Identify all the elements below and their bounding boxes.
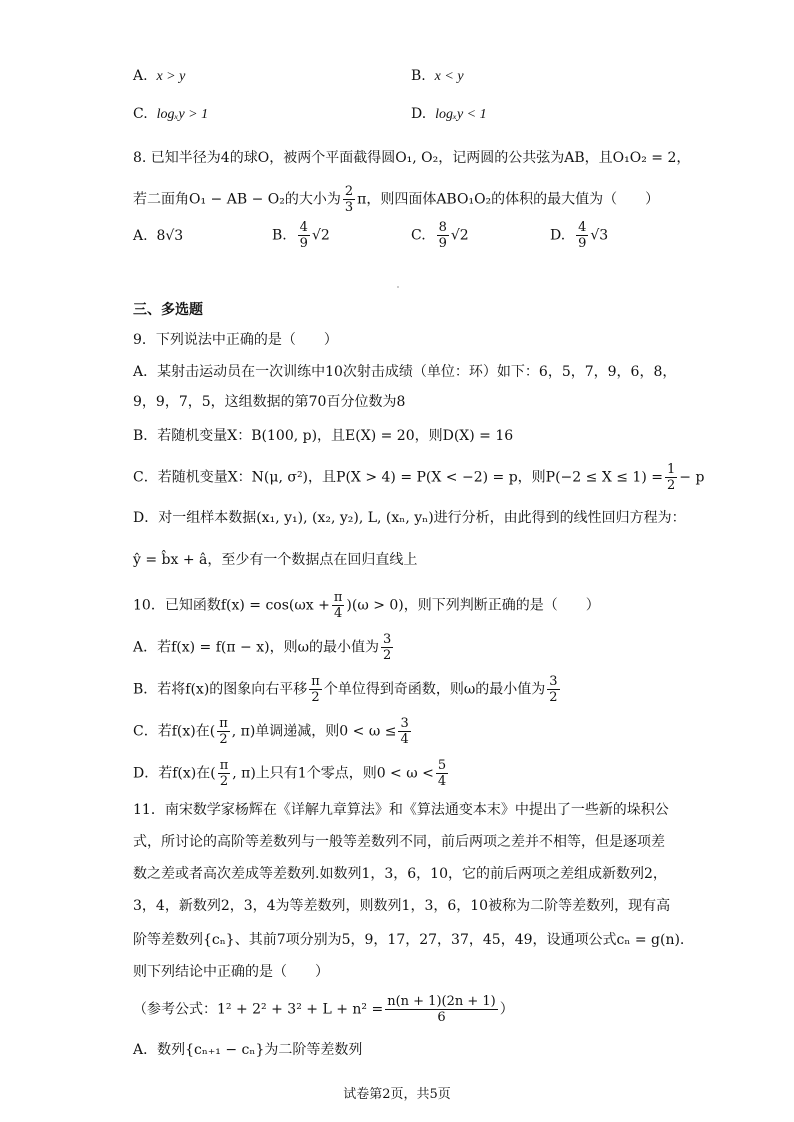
q8-stem-line1: 8. 已知半径为4的球O，被两个平面截得圆O₁, O₂，记两圆的公共弦为AB，且O₁O₂ = 2，: [133, 150, 691, 166]
q9-option-d-line1: D．对一组样本数据(x₁, y₁), (x₂, y₂), L, (xₙ, yₙ)进行分析，由此得到的线性回归方程为：: [133, 510, 686, 526]
q11-option-a: A．数列{cₙ₊₁ − cₙ}为二阶等差数列: [133, 1042, 363, 1058]
q7-option-d: D. logₓy < 1: [411, 106, 487, 122]
scan-dot: [397, 286, 399, 288]
q11-stem-line4: 3，4，新数列2，3，4为等差数列，则数列1，3，6，10被称为二阶等差数列，现有高: [133, 898, 671, 914]
q11-stem-line3: 数之差或者高次差成等差数列.如数列1，3，6，10，它的前后两项之差组成新数列2，: [133, 866, 667, 882]
q11-stem-line6: 则下列结论中正确的是（ ）: [133, 964, 329, 980]
q7-option-b: B. x < y: [411, 68, 464, 84]
q7-option-c: C. logₓy > 1: [133, 106, 209, 122]
q9-option-d-line2: ŷ = b̂x + â，至少有一个数据点在回归直线上: [133, 552, 418, 568]
q11-stem-line2: 式，所讨论的高阶等差数列与一般等差数列不同，前后两项之差并不相等，但是逐项差: [133, 834, 665, 850]
q7-option-a: A. x > y: [133, 68, 186, 84]
q9-option-a-line2: 9，9，7，5，这组数据的第70百分位数为8: [133, 394, 406, 410]
q11-reference-formula: （参考公式：1² + 2² + 3² + L + n² = $\frac{n(n + 1)(2n + 1)}{6}$ ）: [133, 994, 514, 1025]
q10-option-b: B．若将f(x)的图象向右平移 $\frac{\pi}{2}$ 个单位得到奇函数，则ω的最小值为 $\frac{3}{2}$: [133, 674, 558, 705]
q9-option-c: C．若随机变量X：N(μ, σ²)，且P(X > 4) = P(X < −2) = p，则P(−2 ≤ X ≤ 1) = $\frac{1}{2}$ − p: [133, 462, 705, 493]
q8-option-b: B. $\frac{4}{9}$ √2: [272, 220, 330, 251]
q11-stem-line1: 11．南宋数学家杨辉在《详解九章算法》和《算法通变本末》中提出了一些新的垛积公: [133, 802, 669, 818]
q10-stem: 10．已知函数f(x) = cos(ωx + $\frac{\pi}{4}$ )(ω > 0)，则下列判断正确的是（ ）: [133, 590, 600, 621]
page-footer: 试卷第2页，共5页: [343, 1087, 451, 1102]
q10-option-a: A．若f(x) = f(π − x)，则ω的最小值为 $\frac{3}{2}$: [133, 632, 392, 663]
q8-option-a: A. 8√3: [133, 228, 184, 244]
q8-stem-line2: 若二面角O₁ − AB − O₂的大小为 $\frac{2}{3}$ π，则四面体ABO₁O₂的体积的最大值为（ ）: [133, 184, 660, 215]
q10-option-c: C．若f(x)在( $\frac{\pi}{2}$ , π)单调递减，则0 < ω ≤ $\frac{3}{4}$: [133, 716, 409, 747]
q9-option-a-line1: A．某射击运动员在一次训练中10次射击成绩（单位：环）如下：6，5，7，9，6，8，: [133, 364, 677, 380]
section-heading: 三、多选题: [133, 302, 203, 318]
q11-stem-line5: 阶等差数列{cₙ}、其前7项分别为5，9，17，27，37，45，49，设通项公式cₙ = g(n).: [133, 932, 685, 948]
q8-angle-fraction: $\frac{2}{3}$: [344, 184, 354, 215]
q8-option-c: C. $\frac{8}{9}$ √2: [411, 220, 469, 251]
q10-option-d: D．若f(x)在( $\frac{\pi}{2}$ , π)上只有1个零点，则0 < ω < $\frac{5}{4}$: [133, 758, 447, 789]
q8-option-d: D. $\frac{4}{9}$ √3: [550, 220, 609, 251]
q9-stem: 9．下列说法中正确的是（ ）: [133, 332, 338, 348]
q9-option-b: B．若随机变量X：B(100, p)，且E(X) = 20，则D(X) = 16: [133, 428, 514, 444]
